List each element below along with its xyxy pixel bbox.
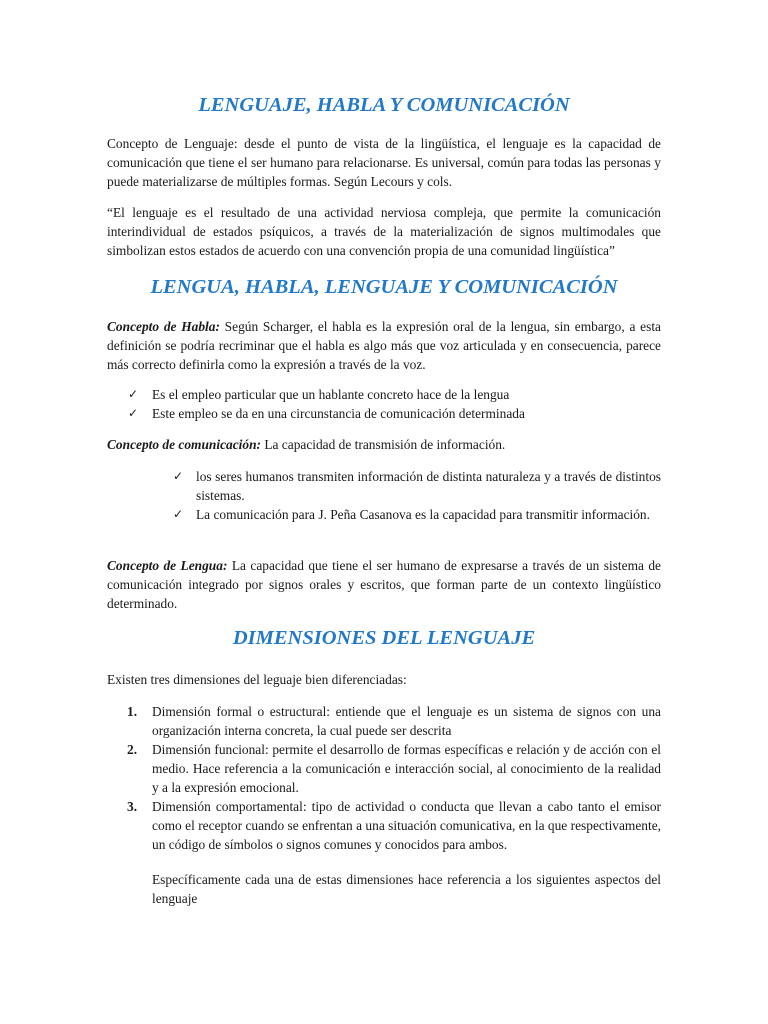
list-item-text: Dimensión funcional: permite el desarrollo de formas específicas e relación y de acción con el medio. Hace referencia a la comunicación e interacción social, al conocimiento de la realidad y a la expresión emocional.: [152, 742, 661, 795]
label-concepto-lengua: Concepto de Lengua:: [107, 558, 228, 573]
text-concepto-lengua: La capacidad que tiene el ser humano de expresarse a través de un sistema de comunicación integrado por signos orales y escritos, que forman parte de un contexto lingüístico determinado.: [107, 558, 661, 611]
list-item: [107, 385, 661, 404]
paragraph-concepto-lengua: [107, 556, 661, 613]
paragraph-quote-lecours: “El lenguaje es el resultado de una actividad nerviosa compleja, que permite la comunicación interindividual de estados psíquicos, a través de la materialización de signos multimodales que simbolizan estos estados de acuerdo con una convención propia de una comunidad lingüística”: [107, 205, 661, 258]
list-habla-items: [107, 385, 661, 423]
list-item: [107, 702, 661, 740]
checkmark-icon: ✓: [173, 469, 184, 483]
label-concepto-habla: Concepto de Habla:: [107, 319, 220, 334]
list-dimensiones: [107, 702, 661, 854]
list-number: 3.: [127, 799, 138, 814]
text-concepto-comunicacion: La capacidad de transmisión de información.: [260, 437, 506, 452]
list-item: [107, 505, 661, 524]
paragraph-dimensiones-closing: Específicamente cada una de estas dimensiones hace referencia a los siguientes aspectos del lenguaje: [152, 872, 661, 906]
list-item: [107, 467, 661, 505]
list-number: 2.: [127, 742, 138, 757]
paragraph-concepto-habla: [107, 317, 661, 374]
label-concepto-comunicacion: Concepto de comunicación:: [107, 437, 261, 452]
list-number: 1.: [127, 704, 138, 719]
paragraph-dimensiones-intro: Existen tres dimensiones del leguaje bien diferenciadas:: [107, 672, 407, 687]
list-item-text: Este empleo se da en una circunstancia de comunicación determinada: [152, 406, 525, 421]
list-item: [107, 740, 661, 797]
list-item-text: Es el empleo particular que un hablante concreto hace de la lengua: [152, 387, 510, 402]
list-item: [107, 797, 661, 854]
checkmark-icon: ✓: [128, 406, 139, 420]
text-concepto-habla: Según Scharger, el habla es la expresión oral de la lengua, sin embargo, a esta definición se podría recriminar que el habla es algo más que voz articulada y en consecuencia, parece más correcto definirla como la expresión a través de la voz.: [107, 319, 662, 372]
checkmark-icon: ✓: [173, 507, 184, 521]
list-item-text: La comunicación para J. Peña Casanova es la capacidad para transmitir información.: [196, 507, 650, 522]
heading-lengua-habla-lenguaje-comunicacion: LENGUA, HABLA, LENGUAJE Y COMUNICACIÓN: [150, 276, 618, 298]
paragraph-concepto-lenguaje: Concepto de Lenguaje: desde el punto de vista de la lingüística, el lenguaje es la capacidad de comunicación que tiene el ser humano para relacionarse. Es universal, común para todas las personas y puede materializarse de múltiples formas. Según Lecours y cols.: [107, 136, 661, 189]
list-item-text: los seres humanos transmiten información de distinta naturaleza y a través de distintos sistemas.: [196, 469, 661, 503]
checkmark-icon: ✓: [128, 387, 139, 401]
paragraph-concepto-comunicacion: [107, 435, 661, 454]
list-item-text: Dimensión formal o estructural: entiende que el lenguaje es un sistema de signos con una organización interna concreta, la cual puede ser descrita: [152, 704, 661, 738]
heading-dimensiones-lenguaje: DIMENSIONES DEL LENGUAJE: [232, 627, 536, 649]
list-item-text: Dimensión comportamental: tipo de actividad o conducta que llevan a cabo tanto el emisor como el receptor cuando se enfrentan a una situación comunicativa, en la que respectivamente, un código de símbolos o signos comunes y conocidos para ambos.: [152, 799, 661, 852]
list-comunicacion-items: [107, 467, 661, 524]
heading-lenguaje-habla-comunicacion: LENGUAJE, HABLA Y COMUNICACIÓN: [198, 94, 570, 116]
list-item: [107, 404, 661, 423]
